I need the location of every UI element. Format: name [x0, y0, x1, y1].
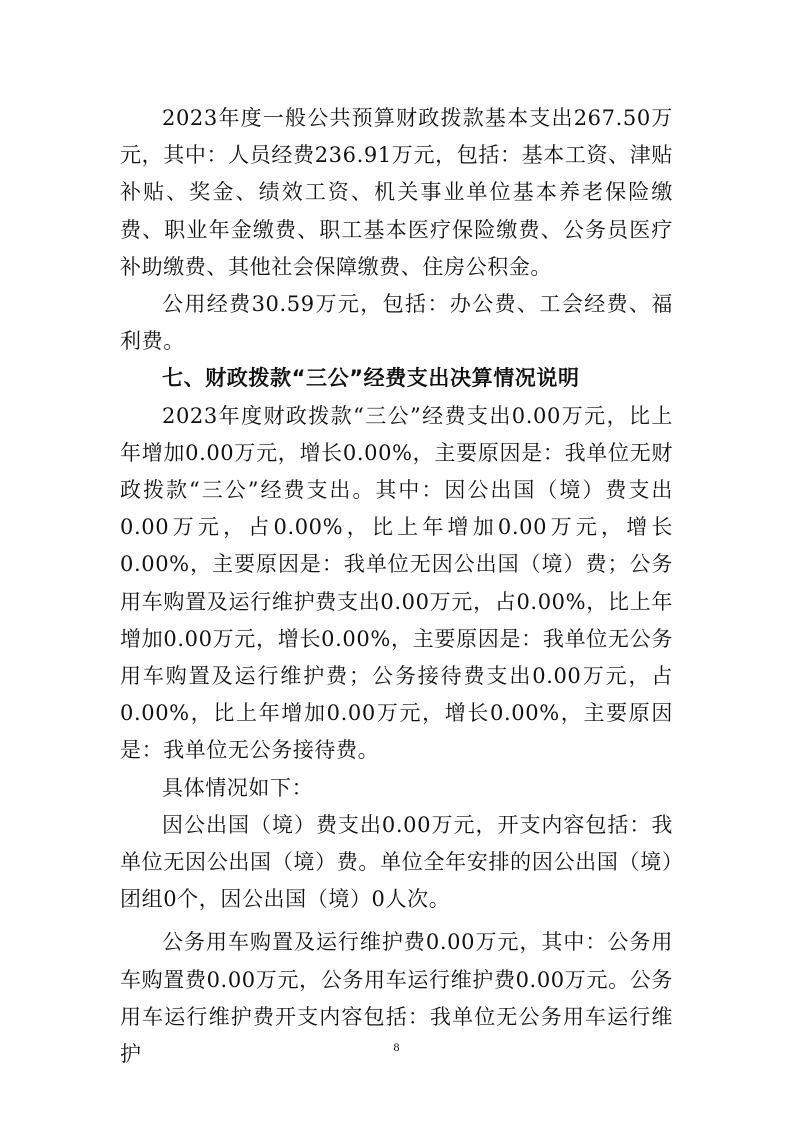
document-page	[120, 100, 673, 1073]
paragraph-overseas-travel: 因公出国（境）费支出0.00万元，开支内容包括：我单位无因公出国（境）费。单位全年安排的因公出国（境）团组0个，因公出国（境）0人次。	[120, 812, 673, 912]
paragraph-basic-expenditure: 2023年度一般公共预算财政拨款基本支出267.50万元，其中：人员经费236.91万元，包括：基本工资、津贴补贴、奖金、绩效工资、机关事业单位基本养老保险缴费、职业年金缴费、职工基本医疗保险缴费、公务员医疗补助缴费、其他社会保障缴费、住房公积金。	[120, 106, 673, 279]
paragraph-official-vehicles: 公务用车购置及运行维护费0.00万元，其中：公务用车购置费0.00万元，公务用车运行维护费0.00万元。公务用车运行维护费开支内容包括：我单位无公务用车运行维护	[120, 930, 673, 1067]
paragraph-public-expenses: 公用经费30.59万元，包括：办公费、工会经费、福利费。	[120, 292, 673, 354]
paragraph-details-intro: 具体情况如下：	[162, 775, 314, 800]
page-number: 8	[393, 1040, 400, 1054]
section-heading-three-public: 七、财政拨款“三公”经费支出决算情况说明	[162, 366, 580, 391]
paragraph-three-public-summary: 2023年度财政拨款“三公”经费支出0.00万元，比上年增加0.00万元，增长0.00%，主要原因是：我单位无财政拨款“三公”经费支出。其中：因公出国（境）费支出0.00万元，占0.00%，比上年增加0.00万元，增长0.00%，主要原因是：我单位无因公出国（境）费；公务用车购置及运行维护费支出0.00万元，占0.00%，比上年增加0.00万元，增长0.00%，主要原因是：我单位无公务用车购置及运行维护费；公务接待费支出0.00万元，占0.00%，比上年增加0.00万元，增长0.00%，主要原因是：我单位无公务接待费。	[120, 403, 673, 763]
